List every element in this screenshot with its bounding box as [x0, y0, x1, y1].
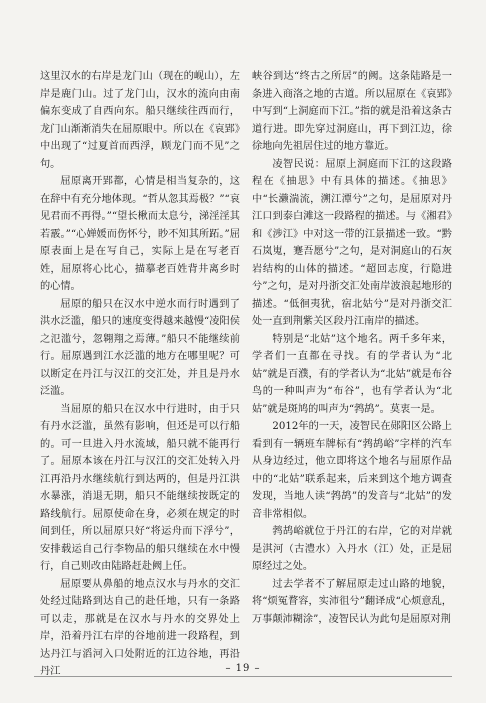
right-column — [252, 68, 452, 628]
paragraph: 凌智民说：屈原上洞庭而下江的这段路程在《抽思》中有具体的描述。《抽思》中“长濑湍流，溯江潭兮”之句，是屈原对丹江口到泰白滩这一段路程的描述。与《湘君》和《涉江》中对这一带的江景描述一致。“黔石岚嵬，蹇吾愿兮”之句，是对洞庭山的石灰岩结构的山体的描述。“超回志度，行隐进兮”之句，是对丹浙交汇处南岸波浪起地形的描述。“低徊夷犹，宿北姑兮”是对丹浙交汇处一直到荆紫关区段丹江南岸的描述。 — [252, 158, 452, 327]
paragraph: 峡谷到达“终古之所居”的阙。这条陆路是一条进入商洛之地的古道。所以屈原在《哀郢》中写到“上洞庭而下江。”指的就是沿着这条古道行进。即先穿过洞庭山，再下到江边，徐徐地向先祖居住过的地方靠近。 — [252, 71, 452, 152]
paragraph: 屈原离开郢都，心情是相当复杂的，这在辞中有充分地体现。“哲从忽其焉极？”“哀见君而不再得。”“望长楸而太息兮，涕淫淫其若霰。”“心婵媛而伤怀兮，眇不知其所跖。”屈原表面上是在写自己，实际上是在写老百姓，屈原将心比心，描摹老百姓背井离乡时的心情。 — [40, 176, 240, 292]
page-number: – 19 – — [225, 663, 261, 674]
paragraph: 特别是“北姑”这个地名。两千多年来，学者们一直都在寻找。有的学者认为“北姑”就是百濮，有的学者认为“北姑”就是布谷鸟的一种叫声为“布谷”，也有学者认为“北姑”就是斑鸠的叫声为“鹁鸪”。莫衷一是。 — [252, 333, 452, 415]
footer-rule — [34, 676, 452, 677]
paragraph: 2012年的一天，凌智民在郧阳区公路上看到有一辆班车牌标有“鹁鸪峪”字样的汽车从身边经过，他立即将这个地名与屈原作品中的“北姑”联系起来，后来到这个地方调查发现，当地人读“鹁鸪”的发音与“北姑”的发音非常相似。 — [252, 421, 452, 520]
paragraph: 屈原要从鼻船的地点汉水与丹水的交汇处经过陆路到达自己的赴任地，只有一条路可以走，那就是在汉水与丹水的交界处上岸，沿着丹江右岸的谷地前进一段路程，到达丹江与滔河入口处附近的江边谷地，再沿丹江 — [40, 578, 240, 677]
paragraph: 屈原的船只在汉水中逆水而行时遇到了洪水泛滥，船只的速度变得越来越慢“凌阳侯之氾滥兮，忽翱翔之焉薄。”船只不能继续前行。屈原遇到江水泛滥的地方在哪里呢？可以断定在丹江与汉江的交汇处，并且是丹水泛滥。 — [40, 298, 240, 397]
left-column — [40, 68, 240, 681]
paragraph: 过去学者不了解屈原走过山路的地貌，将“烦冤瞀容，实沛徂兮”翻译成“心烦意乱，万事颠沛糊涂”，凌智民认为此句是屈原对荆 — [252, 578, 452, 625]
paragraph: 这里汉水的右岸是龙门山（现在的岘山），左岸是鹿门山。过了龙门山，汉水的流向由南偏东变成了自西向东。船只继续往西而行，龙门山渐渐消失在屈原眼中。所以在《哀郢》中出现了“过夏首而西浮，顾龙门而不见”之句。 — [40, 71, 240, 170]
paragraph: 当屈原的船只在汉水中行进时，由于只有丹水泛滥，虽然有影响，但还是可以行船的。可一旦进入丹水流域，船只就不能再行了。屈原本该在丹江与汉江的交汇处转入丹江再沿丹水继续航行到达两的，但是丹江洪水暴涨，消退无期，船只不能继续按既定的路线航行。屈原使命在身，必须在规定的时间到任，所以屈原只好“将运舟而下浮兮”，安排载运自己行李物品的船只继续在水中慢行，自己则改由陆路赶赴阙上任。 — [40, 403, 240, 572]
paragraph: 鹁鸪峪就位于丹江的右岸，它的对岸就是淇河（古澧水）入丹水（江）处，正是屈原经过之处。 — [252, 526, 452, 572]
